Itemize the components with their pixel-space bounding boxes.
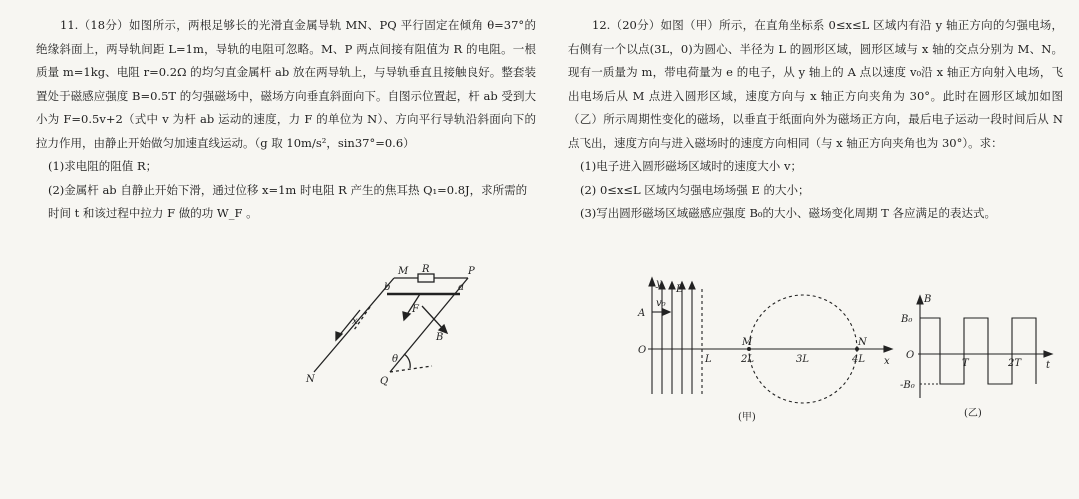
- label-O: O: [638, 345, 647, 356]
- q12-figure-b: [900, 288, 1062, 423]
- square-wave: [920, 318, 1036, 384]
- label-F: F: [412, 304, 419, 315]
- question-12: [568, 14, 1063, 226]
- label-x: x: [884, 356, 890, 367]
- caption-a: (甲): [738, 412, 756, 423]
- label-T: T: [962, 358, 969, 369]
- label-2L: 2L: [741, 354, 755, 365]
- label-B: B: [436, 332, 444, 343]
- label-t: t: [1046, 360, 1051, 371]
- label-L: L: [705, 354, 712, 365]
- label-b: b: [384, 282, 391, 293]
- q12-part2: (2) 0≤x≤L 区域内匀强电场场强 E 的大小；: [580, 182, 810, 197]
- q11-part1: (1)求电阻的阻值 R；: [48, 159, 158, 173]
- label-3L: 3L: [796, 354, 810, 365]
- label-x: x: [352, 316, 358, 327]
- label-N: N: [306, 374, 315, 385]
- label-B0: B₀: [901, 314, 913, 325]
- rail-PQ: [390, 278, 468, 372]
- q11-stem: 11.（18分）如图所示，两根足够长的光滑直金属导轨 MN、PQ 平行固定在倾角 θ=37°的绝缘斜面上，两导轨间距 L=1m，导轨的电阻可忽略。M、P 两点间接有阻值为 R 的电阻。一根质量 m=1kg、电阻 r=0.2Ω 的均匀直金属杆 ab 放在两导轨上，与导轨垂直且接触良好。整套装置处于磁感应强度 B=0.5T 的匀强磁场中，磁场方向垂直斜面向下。自图示位置起，杆 ab 受到大小为 F=0.5v+2（式中 v 为杆 ab 运动的速度，力 F 的单位为 N）、方向平行导轨沿斜面向下的拉力作用，由静止开始做匀加速直线运动。（g 取 10m/s²，sin37°=0.6）: [36, 18, 536, 150]
- label-2T: 2T: [1008, 358, 1022, 369]
- label-negB0: -B₀: [900, 380, 915, 391]
- q11-figure: [300, 262, 520, 392]
- label-a: a: [458, 282, 464, 293]
- caption-b: (乙): [964, 408, 982, 419]
- label-B: B: [924, 294, 932, 305]
- label-M: M: [398, 266, 409, 277]
- label-R: R: [422, 264, 430, 275]
- question-11: [36, 14, 536, 226]
- q11-part2: (2)金属杆 ab 自静止开始下滑，通过位移 x=1m 时电阻 R 产生的焦耳热 Q₁=0.8J，求所需的时间 t 和该过程中拉力 F 做的功 W_F 。: [48, 182, 528, 220]
- field-arrow: [422, 306, 444, 330]
- label-A: A: [638, 308, 646, 319]
- label-4L: 4L: [852, 354, 866, 365]
- q12-part3: (3)写出圆形磁场区域磁感应强度 B₀的大小、磁场变化周期 T 各应满足的表达式。: [580, 206, 996, 220]
- label-N: N: [858, 337, 867, 348]
- label-Q: Q: [380, 376, 389, 387]
- label-theta: θ: [392, 354, 399, 365]
- label-P: P: [468, 266, 475, 277]
- q12-stem: 12.（20分）如图（甲）所示，在直角坐标系 0≤x≤L 区域内有沿 y 轴正方向的匀强电场，右侧有一个以点(3L，0)为圆心、半径为 L 的圆形区域，圆形区域与 x 轴的交点分别为 M、N。现有一质量为 m，带电荷量为 e 的电子，从 y 轴上的 A 点以速度 v₀沿 x 轴正方向射入电场，飞出电场后从 M 点进入圆形区域，速度方向与 x 轴正方向夹角为 30°。此时在圆形区域加如图（乙）所示周期性变化的磁场，以垂直于纸面向外为磁场正方向，最后电子运动一段时间后从 N 点飞出，速度方向与进入磁场时的速度方向相同（与 x 轴正方向夹角也为 30°）。求：: [568, 18, 1063, 150]
- label-y: y: [656, 278, 662, 289]
- label-M: M: [742, 337, 753, 348]
- q12-part1: (1)电子进入圆形磁场区域时的速度大小 v；: [580, 159, 802, 173]
- label-v0: v₀: [656, 298, 666, 309]
- resistor: [418, 274, 434, 282]
- q12-figure-a: [626, 276, 901, 426]
- label-O: O: [906, 350, 915, 361]
- label-E: E: [676, 284, 684, 295]
